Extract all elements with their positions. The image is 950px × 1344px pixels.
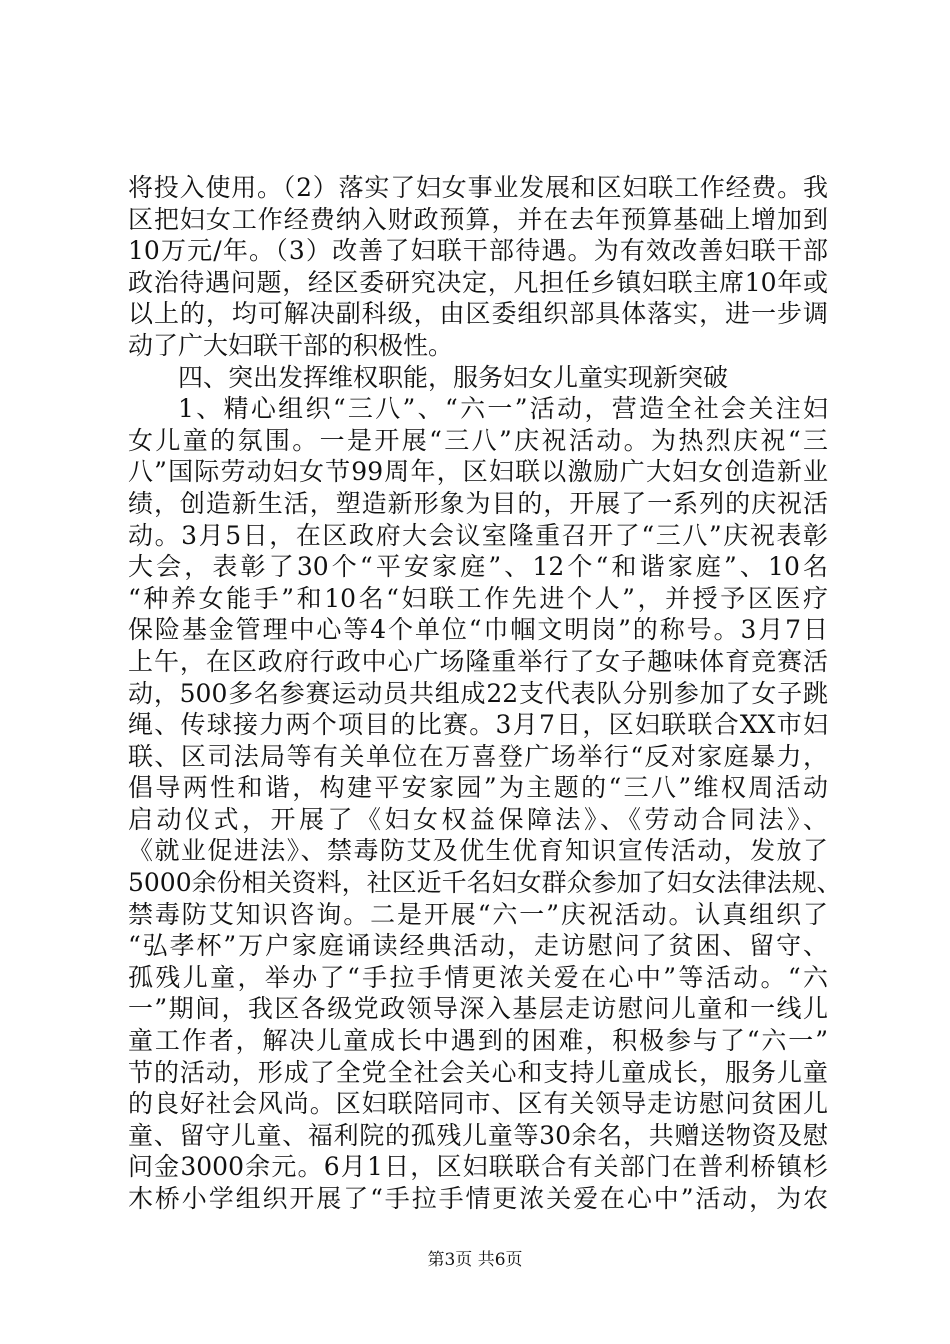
text-line: 上午，在区政府行政中心广场隆重举行了女子趣味体育竞赛活 bbox=[128, 646, 828, 676]
text-line: 区把妇女工作经费纳入财政预算，并在去年预算基础上增加到 bbox=[128, 204, 828, 234]
text-line: 动，500多名参赛运动员共组成22支代表队分别参加了女子跳 bbox=[128, 678, 828, 708]
text-line: 5000余份相关资料，社区近千名妇女群众参加了妇女法律法规、 bbox=[128, 868, 842, 898]
document-body bbox=[128, 172, 842, 1215]
text-line: 孤残儿童，举办了“手拉手情更浓关爱在心中”等活动。“六 bbox=[128, 962, 828, 992]
text-line: 保险基金管理中心等4个单位“巾帼文明岗”的称号。3月7日 bbox=[128, 615, 828, 645]
text-line: 倡导两性和谐，构建平安家园”为主题的“三八”维权周活动 bbox=[128, 773, 828, 803]
text-line: 一”期间，我区各级党政领导深入基层走访慰问儿童和一线儿 bbox=[128, 994, 828, 1024]
page-number-footer: 第3页 共6页 bbox=[427, 1250, 523, 1270]
text-line: 1、精心组织“三八”、“六一”活动，营造全社会关注妇 bbox=[178, 394, 828, 424]
text-line: 八”国际劳动妇女节99周年，区妇联以激励广大妇女创造新业 bbox=[128, 457, 828, 487]
text-line: 禁毒防艾知识咨询。二是开展“六一”庆祝活动。认真组织了 bbox=[128, 899, 828, 929]
text-line: “种养女能手”和10名“妇联工作先进个人”，并授予区医疗 bbox=[128, 583, 828, 613]
text-line: 以上的，均可解决副科级，由区委组织部具体落实，进一步调 bbox=[128, 299, 828, 329]
text-line: 问金3000余元。6月1日，区妇联联合有关部门在普利桥镇杉 bbox=[128, 1152, 828, 1182]
text-line: 启动仪式，开展了《妇女权益保障法》、《劳动合同法》、 bbox=[128, 804, 828, 834]
text-line: 的良好社会风尚。区妇联陪同市、区有关领导走访慰问贫困儿 bbox=[128, 1089, 828, 1119]
text-line: 动。3月5日，在区政府大会议室隆重召开了“三八”庆祝表彰 bbox=[128, 520, 828, 550]
text-line: 绩，创造新生活，塑造新形象为目的，开展了一系列的庆祝活 bbox=[128, 488, 828, 518]
text-line: 大会，表彰了30个“平安家庭”、12个“和谐家庭”、10名 bbox=[128, 552, 828, 582]
text-line: 联、区司法局等有关单位在万喜登广场举行“反对家庭暴力， bbox=[128, 741, 828, 771]
text-line: 政治待遇问题，经区委研究决定，凡担任乡镇妇联主席10年或 bbox=[128, 267, 828, 297]
text-line: 绳、传球接力两个项目的比赛。3月7日，区妇联联合XX市妇 bbox=[128, 710, 828, 740]
text-line: 童、留守儿童、福利院的孤残儿童等30余名，共赠送物资及慰 bbox=[128, 1120, 828, 1150]
text-line: 《就业促进法》、禁毒防艾及优生优育知识宣传活动，发放了 bbox=[128, 836, 828, 866]
text-line: “弘孝杯”万户家庭诵读经典活动，走访慰问了贫困、留守、 bbox=[128, 931, 828, 961]
text-line: 节的活动，形成了全党全社会关心和支持儿童成长，服务儿童 bbox=[128, 1057, 828, 1087]
text-line: 将投入使用。（2）落实了妇女事业发展和区妇联工作经费。我 bbox=[128, 173, 828, 202]
section-heading: 四、突出发挥维权职能，服务妇女儿童实现新突破 bbox=[178, 362, 729, 392]
text-line: 动了广大妇联干部的积极性。 bbox=[128, 330, 454, 360]
text-line: 10万元/年。（3）改善了妇联干部待遇。为有效改善妇联干部 bbox=[128, 236, 828, 266]
text-line: 童工作者，解决儿童成长中遇到的困难，积极参与了“六一” bbox=[128, 1026, 828, 1056]
text-line: 女儿童的氛围。一是开展“三八”庆祝活动。为热烈庆祝“三 bbox=[128, 425, 828, 455]
text-line: 木桥小学组织开展了“手拉手情更浓关爱在心中”活动，为农 bbox=[128, 1184, 828, 1213]
